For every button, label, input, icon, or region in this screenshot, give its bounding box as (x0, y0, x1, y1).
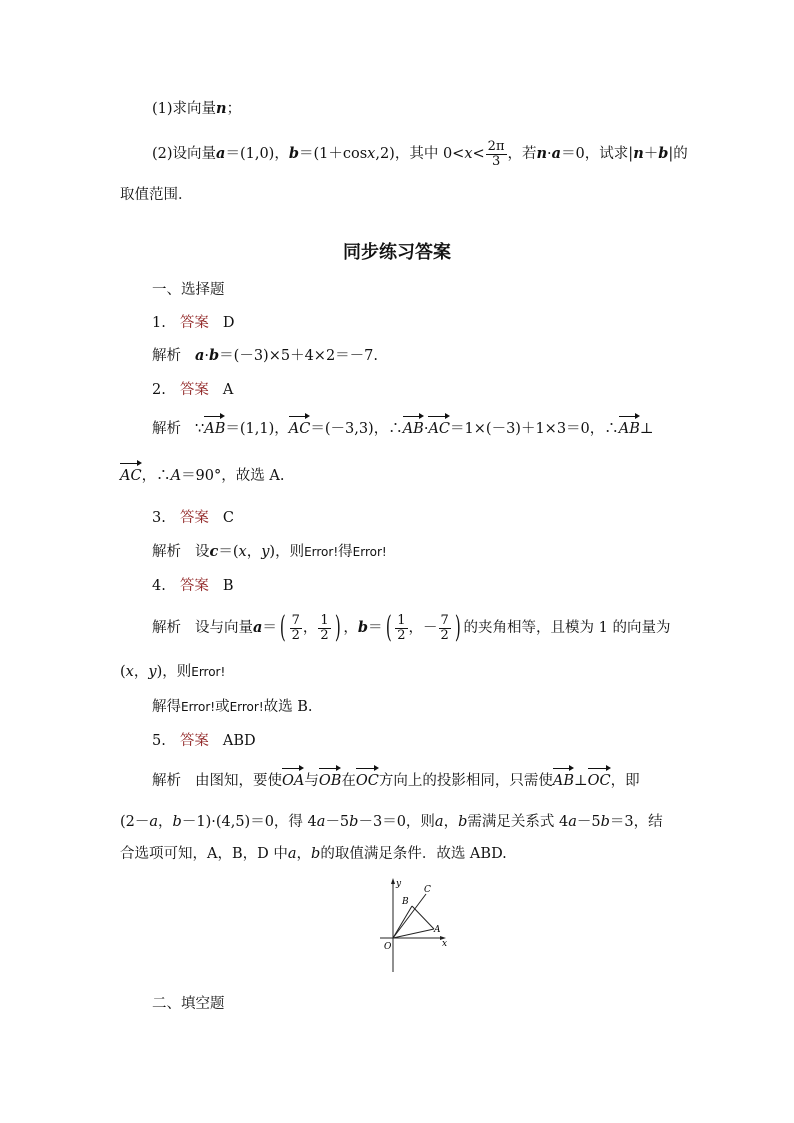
vector-OB: OB (318, 773, 342, 789)
vector-AB: AB (618, 421, 640, 437)
q2-text: ，若 (507, 146, 537, 162)
var-x: x (367, 146, 376, 162)
var-a: a (434, 814, 444, 830)
explanation-5-end (120, 844, 674, 864)
explanation-text: )，则 (156, 664, 192, 680)
vector-AB: AB (204, 421, 226, 437)
explanation-text: ＝ (262, 620, 277, 636)
explanation-5-cont (120, 812, 674, 832)
numerator: 1 (397, 612, 406, 628)
explanation-1 (152, 346, 674, 366)
explanation-text: ， (158, 814, 173, 830)
segment-AB (412, 906, 434, 929)
vector-n: n (633, 145, 644, 162)
label-A: A (434, 925, 441, 935)
answer-value: C (222, 510, 234, 526)
item-number: 3. (152, 510, 166, 526)
explanation-text: ，∴ (141, 468, 171, 484)
vector-a: a (253, 619, 263, 636)
explanation-text: ＝90°，故选 A. (181, 468, 285, 484)
explanation-text: 设 (195, 544, 210, 560)
explanation-4 (152, 610, 674, 646)
denominator: 2 (291, 627, 300, 643)
explanation-4-result (152, 697, 674, 717)
explanation-text: －1)·(4,5)＝0，得 4 (181, 814, 317, 830)
var-b: b (349, 814, 359, 830)
vector-OC: OC (355, 773, 379, 789)
explanation-text: ， (302, 620, 318, 636)
q1-end: ； (226, 101, 242, 117)
numerator: 2π (487, 138, 505, 154)
explanation-text: ＝ (368, 620, 383, 636)
q1-line (152, 99, 674, 119)
explanation-text: 得 (338, 544, 353, 560)
explanation-text: － (423, 620, 438, 636)
q1-text: (1)求向量 (152, 101, 217, 117)
answer-item-5 (152, 731, 674, 751)
label-B: B (402, 897, 409, 907)
vector-b: b (288, 145, 299, 162)
item-number: 1. (152, 315, 166, 331)
var-x: x (238, 544, 247, 560)
fraction (486, 140, 507, 169)
explanation-label: 解析 (152, 620, 181, 636)
explanation-text: ＝(1,1)， (225, 421, 289, 437)
explanation-text: 需满足关系式 4 (467, 814, 569, 830)
answer-label: 答案 (179, 733, 209, 749)
var-a: a (568, 814, 577, 830)
var-A: A (170, 468, 182, 484)
answer-label: 答案 (179, 382, 209, 398)
answer-value: B (222, 578, 234, 594)
explanation-text: ， (343, 620, 358, 636)
explanation-text: ＝1×(－3)＋1×3＝0，∴ (450, 421, 619, 437)
item-number: 5. (152, 733, 166, 749)
label-O: O (384, 942, 392, 952)
error-text: Error! (352, 545, 387, 559)
vector-a: a (195, 347, 205, 364)
explanation-text: －5 (576, 814, 601, 830)
explanation-4-cont (120, 662, 674, 682)
fraction (290, 614, 302, 643)
explanation-text: ＝(－3)×5＋4×2＝－7. (219, 348, 379, 364)
vector-a: a (216, 145, 226, 162)
explanation-text: ，即 (610, 773, 640, 789)
explanation-text: ， (133, 664, 149, 680)
explanation-text: 由图知，要使 (195, 773, 282, 789)
explanation-text: ＝3，结 (609, 814, 663, 830)
label-y: y (396, 879, 402, 889)
explanation-text: ＝(－3,3)，∴ (310, 421, 403, 437)
answer-item-4 (152, 576, 674, 596)
fraction (439, 614, 451, 643)
q2-text: ＝(1,0)， (225, 146, 289, 162)
var-y: y (261, 544, 270, 560)
explanation-text: ， (246, 544, 262, 560)
denominator: 3 (491, 153, 501, 169)
error-text: Error! (304, 545, 339, 559)
error-text: Error! (191, 665, 226, 679)
error-text: Error! (181, 700, 216, 714)
explanation-text: 的夹角相等，且模为 1 的向量为 (463, 620, 671, 636)
var-b: b (600, 814, 610, 830)
q2-text: (2)设向量 (152, 146, 217, 162)
explanation-text: 合选项可知，A，B，D 中 (120, 846, 288, 862)
denominator: 2 (320, 627, 329, 643)
item-number: 2. (152, 382, 166, 398)
q2-text: < (472, 146, 485, 162)
label-x: x (442, 939, 448, 949)
q2-line (152, 138, 688, 169)
explanation-text: (2－ (120, 814, 150, 830)
numerator: 7 (291, 612, 300, 628)
explanation-text: ， (408, 620, 424, 636)
var-b: b (311, 846, 321, 862)
denominator: 2 (397, 627, 406, 643)
var-b: b (458, 814, 468, 830)
explanation-text: 故选 B. (263, 699, 313, 715)
segment-OB (393, 906, 412, 938)
explanation-text: 与 (304, 773, 319, 789)
explanation-text: ， (443, 814, 459, 830)
vector-c: c (209, 543, 219, 560)
explanation-text: －5 (325, 814, 350, 830)
vector-a: a (551, 145, 562, 162)
explanation-text: ＝( (218, 544, 239, 560)
answer-value: ABD (222, 733, 256, 749)
answer-label: 答案 (179, 315, 209, 331)
error-text: Error! (229, 700, 264, 714)
explanation-text: 的取值满足条件．故选 ABD. (320, 846, 507, 862)
vector-AC: AC (120, 468, 142, 484)
numerator: 1 (320, 612, 329, 628)
left-paren: ( (385, 610, 392, 645)
item-number: 4. (152, 578, 166, 594)
answer-item-1 (152, 313, 674, 333)
fraction (395, 614, 407, 643)
explanation-text: ⊥ (574, 773, 588, 789)
dot: · (204, 348, 210, 364)
answer-item-3 (152, 508, 674, 528)
q2-text: ＋ (643, 146, 659, 162)
answers-title: 同步练习答案 (343, 242, 451, 263)
var-b: b (172, 814, 182, 830)
explanation-text: 解得 (152, 699, 181, 715)
q2-text: ,2)，其中 0< (375, 146, 465, 162)
numerator: 7 (440, 612, 449, 628)
right-paren: ) (454, 610, 461, 645)
answer-label: 答案 (179, 510, 209, 526)
vector-b: b (209, 347, 220, 364)
explanation-2-cont (120, 466, 674, 486)
explanation-text: ( (120, 664, 126, 680)
explanation-label: 解析 (152, 773, 181, 789)
vector-AB: AB (402, 421, 424, 437)
explanation-text: ∵ (195, 421, 205, 437)
explanation-text: ， (296, 846, 312, 862)
left-paren: ( (279, 610, 286, 645)
vector-n: n (216, 100, 227, 117)
vector-diagram (360, 876, 460, 976)
answer-value: A (222, 382, 234, 398)
vector-AC: AC (428, 421, 451, 437)
explanation-5 (152, 771, 674, 791)
answer-item-2 (152, 380, 674, 400)
explanation-label: 解析 (152, 421, 181, 437)
explanation-2 (152, 419, 674, 439)
explanation-text: 方向上的投影相同，只需使 (378, 773, 553, 789)
explanation-3 (152, 542, 674, 562)
var-y: y (148, 664, 157, 680)
vector-b: b (658, 145, 669, 162)
label-C: C (424, 885, 431, 895)
explanation-label: 解析 (152, 348, 181, 364)
var-x: x (464, 146, 473, 162)
answer-value: D (222, 315, 235, 331)
vector-b: b (357, 619, 369, 636)
section-heading: 一、选择题 (152, 282, 225, 298)
explanation-text: 或 (215, 699, 230, 715)
denominator: 2 (440, 627, 449, 643)
explanation-text: －3＝0，则 (358, 814, 435, 830)
y-axis-arrow (391, 878, 395, 884)
var-x: x (125, 664, 134, 680)
explanation-text: · (423, 421, 429, 437)
fraction (318, 614, 330, 643)
q2-cont: 取值范围． (120, 187, 193, 203)
explanation-text: ⊥ (639, 421, 654, 437)
q2-text: |的 (668, 146, 688, 162)
q2-text: ＝(1＋cos (298, 146, 368, 162)
vector-OA: OA (282, 773, 305, 789)
q2-text: ＝0，试求| (561, 146, 634, 162)
right-paren: ) (334, 610, 341, 645)
explanation-text: 在 (341, 773, 356, 789)
explanation-text: 设与向量 (195, 620, 253, 636)
explanation-label: 解析 (152, 544, 181, 560)
vector-OC: OC (587, 773, 611, 789)
vector-AB: AB (552, 773, 575, 789)
vector-n: n (536, 145, 548, 162)
var-a: a (316, 814, 326, 830)
q2-text: · (547, 146, 552, 162)
section-heading: 二、填空题 (152, 996, 225, 1012)
explanation-text: )，则 (269, 544, 305, 560)
var-a: a (149, 814, 159, 830)
var-a: a (287, 846, 297, 862)
vector-AC: AC (288, 421, 311, 437)
answer-label: 答案 (179, 578, 209, 594)
